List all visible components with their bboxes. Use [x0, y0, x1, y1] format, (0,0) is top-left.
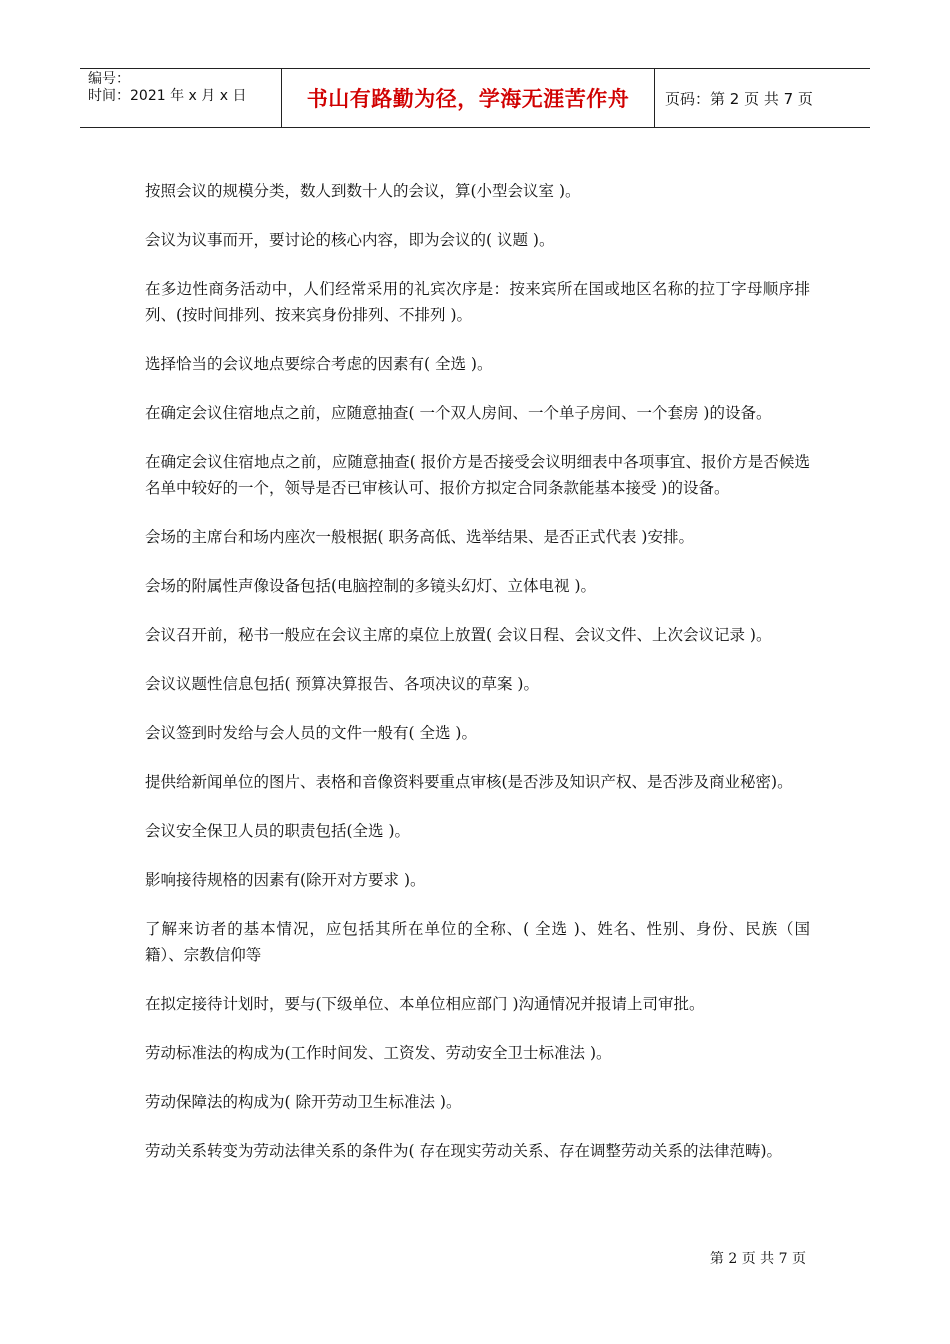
- question-paragraph: 会议签到时发给与会人员的文件一般有( 全选 )。: [145, 724, 477, 742]
- question-paragraph: 了解来访者的基本情况，应包括其所在单位的全称、( 全选 )、姓名、性别、身份、民族（国籍）、宗教信仰等: [145, 920, 810, 964]
- header-meta: [80, 69, 282, 127]
- document-body: [145, 178, 810, 1187]
- question-paragraph: 劳动关系转变为劳动法律关系的条件为( 存在现实劳动关系、存在调整劳动关系的法律范畴)。: [145, 1142, 783, 1160]
- question-paragraph: 劳动保障法的构成为( 除开劳动卫生标准法 )。: [145, 1093, 462, 1111]
- question-paragraph: 会议安全保卫人员的职责包括(全选 )。: [145, 822, 411, 840]
- question-paragraph: 选择恰当的会议地点要综合考虑的因素有( 全选 )。: [145, 355, 493, 373]
- question-paragraph: 会场的附属性声像设备包括(电脑控制的多镜头幻灯、立体电视 )。: [145, 577, 597, 595]
- question-paragraph: 在多边性商务活动中，人们经常采用的礼宾次序是：按来宾所在国或地区名称的拉丁字母顺序排列、(按时间排列、按来宾身份排列、不排列 )。: [145, 280, 810, 324]
- question-paragraph: 提供给新闻单位的图片、表格和音像资料要重点审核(是否涉及知识产权、是否涉及商业秘密)。: [145, 773, 793, 791]
- question-paragraph: 在确定会议住宿地点之前，应随意抽查( 一个双人房间、一个单子房间、一个套房 )的设备。: [145, 404, 772, 422]
- document-number-label: 编号：: [88, 71, 130, 87]
- header-page-code: 页码：第 2 页 共 7 页: [665, 89, 813, 108]
- question-paragraph: 会场的主席台和场内座次一般根据( 职务高低、选举结果、是否正式代表 )安排。: [145, 528, 694, 546]
- question-paragraph: 会议召开前，秘书一般应在会议主席的桌位上放置( 会议日程、会议文件、上次会议记录 )。: [145, 626, 772, 644]
- header-motto: 书山有路勤为径，学海无涯苦作舟: [282, 69, 655, 127]
- question-paragraph: 劳动标准法的构成为(工作时间发、工资发、劳动安全卫士标准法 )。: [145, 1044, 612, 1062]
- question-paragraph: 影响接待规格的因素有(除开对方要求 )。: [145, 871, 426, 889]
- question-paragraph: 按照会议的规模分类，数人到数十人的会议，算(小型会议室 )。: [145, 182, 581, 200]
- page-footer: 第 2 页 共 7 页: [709, 1251, 806, 1267]
- page-header: [80, 68, 870, 128]
- question-paragraph: 会议议题性信息包括( 预算决算报告、各项决议的草案 )。: [145, 675, 539, 693]
- document-date-label: 时间：2021 年 x 月 x 日: [88, 88, 247, 104]
- question-paragraph: 会议为议事而开，要讨论的核心内容，即为会议的( 议题 )。: [145, 231, 555, 249]
- question-paragraph: 在拟定接待计划时，要与(下级单位、本单位相应部门 )沟通情况并报请上司审批。: [145, 995, 705, 1013]
- question-paragraph: 在确定会议住宿地点之前，应随意抽查( 报价方是否接受会议明细表中各项事宜、报价方是否候选名单中较好的一个，领导是否已审核认可、报价方拟定合同条款能基本接受 )的设备。: [145, 453, 810, 497]
